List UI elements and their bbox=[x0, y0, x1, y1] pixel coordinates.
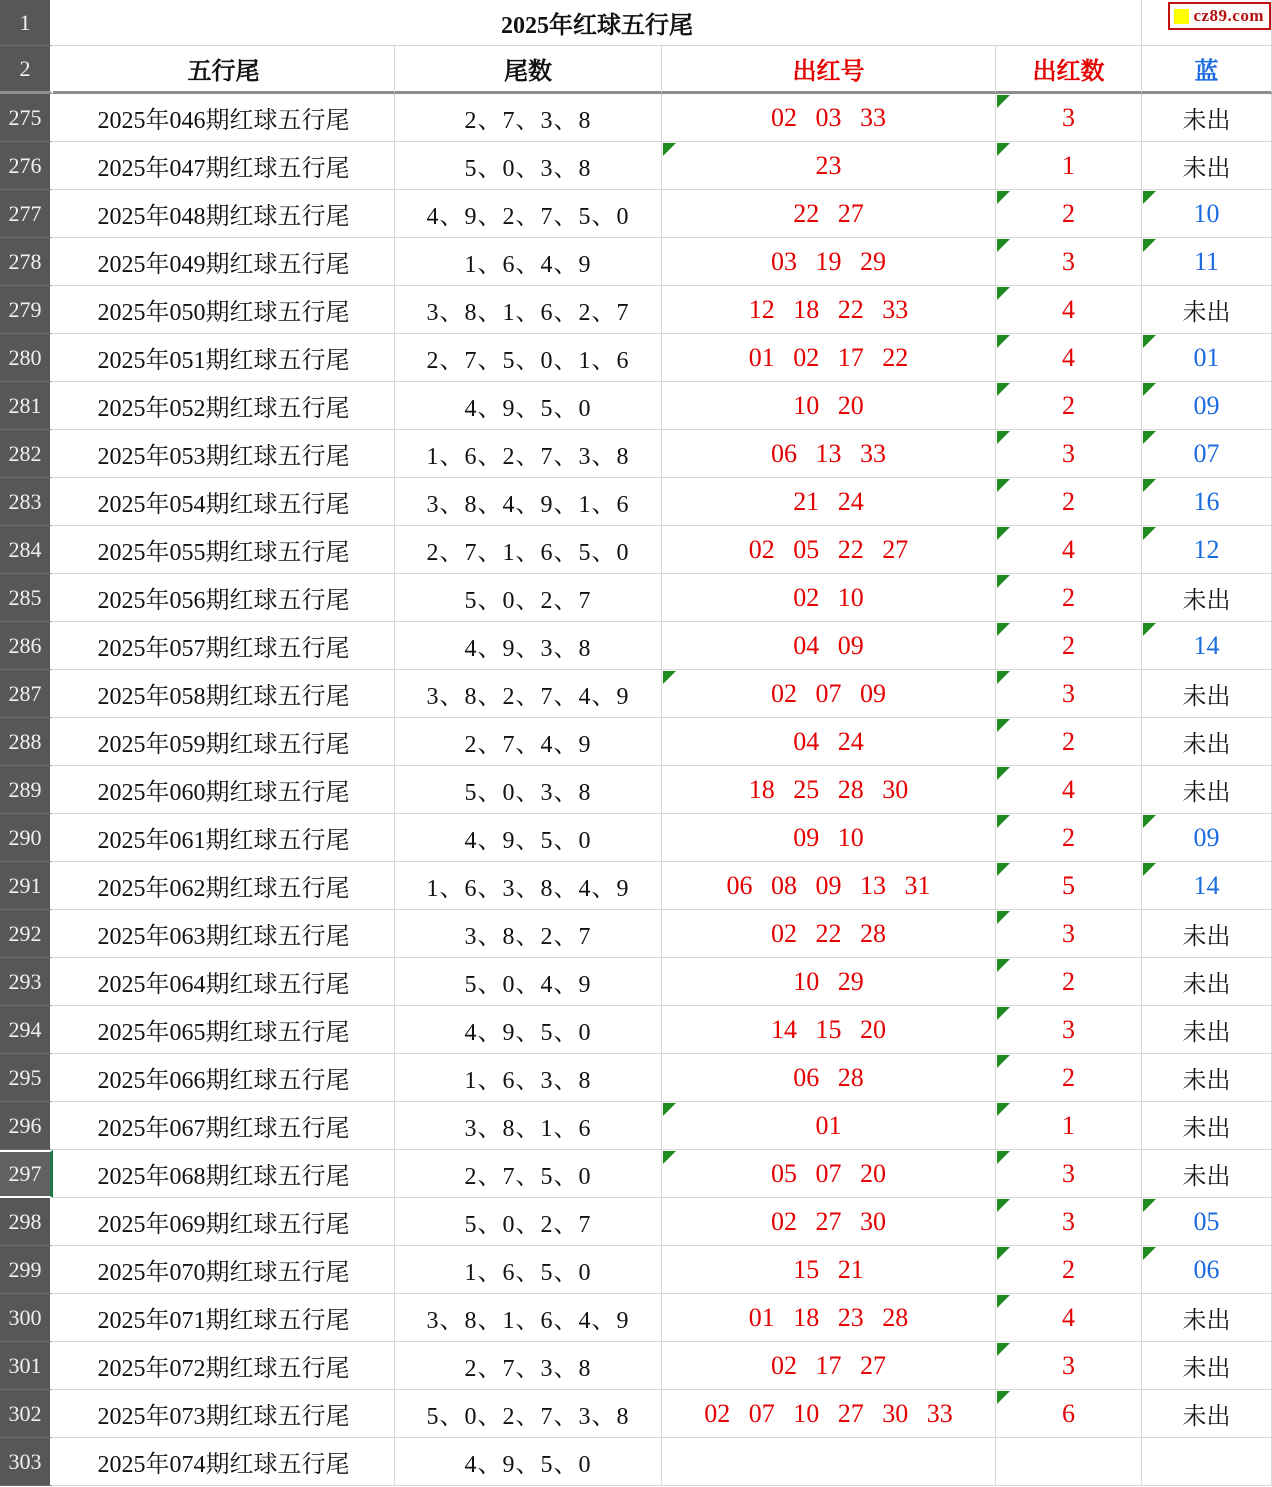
cell-period[interactable]: 2025年066期红球五行尾 bbox=[53, 1054, 395, 1102]
row-number[interactable]: 276 bbox=[0, 142, 53, 190]
cell-red-numbers[interactable]: 02 05 22 27 bbox=[662, 526, 996, 574]
cell-blue-number[interactable]: 09 bbox=[1142, 382, 1272, 430]
column-header-chuhongshu[interactable]: 出红数 bbox=[996, 46, 1142, 94]
cell-tails[interactable]: 2、7、1、6、5、0 bbox=[395, 526, 662, 574]
cell-red-numbers[interactable]: 02 22 28 bbox=[662, 910, 996, 958]
row-number[interactable]: 286 bbox=[0, 622, 53, 670]
cell-red-numbers[interactable]: 05 07 20 bbox=[662, 1150, 996, 1198]
row-number[interactable]: 287 bbox=[0, 670, 53, 718]
cell-blue-number[interactable]: 14 bbox=[1142, 862, 1272, 910]
cell-period[interactable]: 2025年068期红球五行尾 bbox=[53, 1150, 395, 1198]
cell-blue-number[interactable]: 未出 bbox=[1142, 1342, 1272, 1390]
row-number[interactable]: 280 bbox=[0, 334, 53, 382]
cell-period[interactable]: 2025年055期红球五行尾 bbox=[53, 526, 395, 574]
cell-red-numbers[interactable]: 23 bbox=[662, 142, 996, 190]
cell-blue-number[interactable]: 未出 bbox=[1142, 718, 1272, 766]
cell-tails[interactable]: 2、7、5、0 bbox=[395, 1150, 662, 1198]
cell-tails[interactable]: 5、0、2、7 bbox=[395, 574, 662, 622]
cell-period[interactable]: 2025年061期红球五行尾 bbox=[53, 814, 395, 862]
row-number[interactable]: 295 bbox=[0, 1054, 53, 1102]
row-number[interactable]: 299 bbox=[0, 1246, 53, 1294]
page-title: 2025年红球五行尾 bbox=[53, 0, 1142, 46]
cell-period[interactable]: 2025年074期红球五行尾 bbox=[53, 1438, 395, 1486]
cell-tails[interactable]: 2、7、3、8 bbox=[395, 94, 662, 142]
cell-red-numbers[interactable]: 02 03 33 bbox=[662, 94, 996, 142]
cell-red-count[interactable]: 4 bbox=[996, 286, 1142, 334]
logo-swatch-icon bbox=[1174, 9, 1189, 24]
cell-red-count[interactable]: 3 bbox=[996, 910, 1142, 958]
cell-tails[interactable]: 3、8、4、9、1、6 bbox=[395, 478, 662, 526]
cell-blue-number[interactable] bbox=[1142, 1438, 1272, 1486]
cell-red-count[interactable]: 2 bbox=[996, 622, 1142, 670]
cell-red-numbers[interactable]: 03 19 29 bbox=[662, 238, 996, 286]
cell-period[interactable]: 2025年050期红球五行尾 bbox=[53, 286, 395, 334]
site-logo[interactable] bbox=[1168, 2, 1271, 30]
row-number[interactable]: 292 bbox=[0, 910, 53, 958]
cell-red-numbers[interactable]: 15 21 bbox=[662, 1246, 996, 1294]
cell-red-count[interactable] bbox=[996, 1438, 1142, 1486]
cell-tails[interactable]: 4、9、3、8 bbox=[395, 622, 662, 670]
cell-red-count[interactable]: 4 bbox=[996, 526, 1142, 574]
cell-tails[interactable]: 2、7、5、0、1、6 bbox=[395, 334, 662, 382]
cell-red-numbers[interactable]: 01 02 17 22 bbox=[662, 334, 996, 382]
row-number[interactable]: 301 bbox=[0, 1342, 53, 1390]
cell-tails[interactable]: 4、9、5、0 bbox=[395, 814, 662, 862]
cell-tails[interactable]: 4、9、5、0 bbox=[395, 1438, 662, 1486]
cell-tails[interactable]: 3、8、1、6 bbox=[395, 1102, 662, 1150]
cell-red-count[interactable]: 3 bbox=[996, 1342, 1142, 1390]
cell-blue-number[interactable]: 07 bbox=[1142, 430, 1272, 478]
cell-red-numbers[interactable]: 18 25 28 30 bbox=[662, 766, 996, 814]
cell-blue-number[interactable]: 16 bbox=[1142, 478, 1272, 526]
cell-tails[interactable]: 4、9、5、0 bbox=[395, 382, 662, 430]
cell-red-count[interactable]: 1 bbox=[996, 1102, 1142, 1150]
cell-red-numbers[interactable]: 12 18 22 33 bbox=[662, 286, 996, 334]
cell-red-count[interactable]: 2 bbox=[996, 958, 1142, 1006]
cell-period[interactable]: 2025年067期红球五行尾 bbox=[53, 1102, 395, 1150]
cell-tails[interactable]: 1、6、2、7、3、8 bbox=[395, 430, 662, 478]
cell-period[interactable]: 2025年060期红球五行尾 bbox=[53, 766, 395, 814]
cell-period[interactable]: 2025年064期红球五行尾 bbox=[53, 958, 395, 1006]
cell-red-numbers[interactable]: 02 17 27 bbox=[662, 1342, 996, 1390]
cell-tails[interactable]: 3、8、2、7 bbox=[395, 910, 662, 958]
row-number[interactable]: 284 bbox=[0, 526, 53, 574]
cell-red-numbers[interactable]: 06 28 bbox=[662, 1054, 996, 1102]
cell-blue-number[interactable]: 未出 bbox=[1142, 766, 1272, 814]
cell-tails[interactable]: 4、9、5、0 bbox=[395, 1006, 662, 1054]
row-number[interactable]: 275 bbox=[0, 94, 53, 142]
cell-red-count[interactable]: 4 bbox=[996, 334, 1142, 382]
column-header-weishu[interactable]: 尾数 bbox=[395, 46, 662, 94]
cell-red-numbers[interactable]: 01 18 23 28 bbox=[662, 1294, 996, 1342]
cell-red-count[interactable]: 3 bbox=[996, 238, 1142, 286]
cell-blue-number[interactable]: 未出 bbox=[1142, 1006, 1272, 1054]
cell-red-numbers[interactable]: 04 24 bbox=[662, 718, 996, 766]
cell-red-numbers[interactable]: 22 27 bbox=[662, 190, 996, 238]
cell-red-numbers[interactable]: 06 08 09 13 31 bbox=[662, 862, 996, 910]
cell-tails[interactable]: 5、0、3、8 bbox=[395, 766, 662, 814]
row-number[interactable]: 297 bbox=[0, 1150, 53, 1198]
cell-red-numbers[interactable]: 09 10 bbox=[662, 814, 996, 862]
cell-red-numbers[interactable]: 01 bbox=[662, 1102, 996, 1150]
cell-period[interactable]: 2025年056期红球五行尾 bbox=[53, 574, 395, 622]
cell-period[interactable]: 2025年054期红球五行尾 bbox=[53, 478, 395, 526]
cell-blue-number[interactable]: 未出 bbox=[1142, 1150, 1272, 1198]
cell-period[interactable]: 2025年046期红球五行尾 bbox=[53, 94, 395, 142]
cell-period[interactable]: 2025年069期红球五行尾 bbox=[53, 1198, 395, 1246]
cell-red-count[interactable]: 2 bbox=[996, 1246, 1142, 1294]
cell-red-count[interactable]: 4 bbox=[996, 1294, 1142, 1342]
cell-tails[interactable]: 3、8、2、7、4、9 bbox=[395, 670, 662, 718]
cell-period[interactable]: 2025年053期红球五行尾 bbox=[53, 430, 395, 478]
cell-red-numbers[interactable]: 02 27 30 bbox=[662, 1198, 996, 1246]
row-number[interactable]: 296 bbox=[0, 1102, 53, 1150]
cell-blue-number[interactable]: 未出 bbox=[1142, 1294, 1272, 1342]
cell-blue-number[interactable]: 未出 bbox=[1142, 1102, 1272, 1150]
cell-tails[interactable]: 2、7、4、9 bbox=[395, 718, 662, 766]
row-number[interactable]: 291 bbox=[0, 862, 53, 910]
cell-period[interactable]: 2025年065期红球五行尾 bbox=[53, 1006, 395, 1054]
cell-blue-number[interactable]: 未出 bbox=[1142, 286, 1272, 334]
cell-red-numbers[interactable]: 14 15 20 bbox=[662, 1006, 996, 1054]
cell-tails[interactable]: 5、0、4、9 bbox=[395, 958, 662, 1006]
cell-period[interactable]: 2025年063期红球五行尾 bbox=[53, 910, 395, 958]
cell-red-count[interactable]: 6 bbox=[996, 1390, 1142, 1438]
cell-red-count[interactable]: 3 bbox=[996, 1198, 1142, 1246]
cell-blue-number[interactable]: 12 bbox=[1142, 526, 1272, 574]
cell-blue-number[interactable]: 06 bbox=[1142, 1246, 1272, 1294]
row-number[interactable]: 303 bbox=[0, 1438, 53, 1486]
cell-period[interactable]: 2025年073期红球五行尾 bbox=[53, 1390, 395, 1438]
row-number[interactable]: 290 bbox=[0, 814, 53, 862]
row-number[interactable]: 282 bbox=[0, 430, 53, 478]
row-number[interactable]: 298 bbox=[0, 1198, 53, 1246]
cell-period[interactable]: 2025年062期红球五行尾 bbox=[53, 862, 395, 910]
cell-red-count[interactable]: 2 bbox=[996, 382, 1142, 430]
cell-tails[interactable]: 2、7、3、8 bbox=[395, 1342, 662, 1390]
cell-tails[interactable]: 4、9、2、7、5、0 bbox=[395, 190, 662, 238]
cell-red-numbers[interactable]: 06 13 33 bbox=[662, 430, 996, 478]
column-header-wuxingwei[interactable]: 五行尾 bbox=[53, 46, 395, 94]
cell-tails[interactable]: 1、6、3、8 bbox=[395, 1054, 662, 1102]
cell-period[interactable]: 2025年070期红球五行尾 bbox=[53, 1246, 395, 1294]
cell-red-count[interactable]: 3 bbox=[996, 430, 1142, 478]
cell-blue-number[interactable]: 未出 bbox=[1142, 574, 1272, 622]
row-number[interactable]: 285 bbox=[0, 574, 53, 622]
cell-red-numbers[interactable]: 02 07 10 27 30 33 bbox=[662, 1390, 996, 1438]
cell-red-numbers[interactable]: 10 20 bbox=[662, 382, 996, 430]
logo-text: cz89.com bbox=[1193, 6, 1264, 25]
cell-blue-number[interactable]: 10 bbox=[1142, 190, 1272, 238]
cell-tails[interactable]: 1、6、4、9 bbox=[395, 238, 662, 286]
cell-blue-number[interactable]: 01 bbox=[1142, 334, 1272, 382]
cell-red-count[interactable]: 2 bbox=[996, 478, 1142, 526]
row-number[interactable]: 289 bbox=[0, 766, 53, 814]
cell-red-count[interactable]: 2 bbox=[996, 574, 1142, 622]
row-number[interactable]: 278 bbox=[0, 238, 53, 286]
cell-blue-number[interactable]: 未出 bbox=[1142, 1390, 1272, 1438]
cell-red-count[interactable]: 4 bbox=[996, 766, 1142, 814]
row-number[interactable]: 279 bbox=[0, 286, 53, 334]
row-header-2[interactable]: 2 bbox=[0, 46, 53, 94]
cell-blue-number[interactable]: 未出 bbox=[1142, 670, 1272, 718]
cell-blue-number[interactable]: 11 bbox=[1142, 238, 1272, 286]
row-number[interactable]: 281 bbox=[0, 382, 53, 430]
cell-tails[interactable]: 5、0、2、7 bbox=[395, 1198, 662, 1246]
cell-tails[interactable]: 1、6、5、0 bbox=[395, 1246, 662, 1294]
cell-tails[interactable]: 3、8、1、6、2、7 bbox=[395, 286, 662, 334]
cell-red-count[interactable]: 2 bbox=[996, 814, 1142, 862]
cell-period[interactable]: 2025年057期红球五行尾 bbox=[53, 622, 395, 670]
row-header-1[interactable]: 1 bbox=[0, 0, 53, 46]
cell-red-numbers[interactable]: 02 10 bbox=[662, 574, 996, 622]
column-header-lan[interactable]: 蓝 bbox=[1142, 46, 1272, 94]
row-number[interactable]: 302 bbox=[0, 1390, 53, 1438]
cell-red-numbers[interactable] bbox=[662, 1438, 996, 1486]
cell-red-numbers[interactable]: 21 24 bbox=[662, 478, 996, 526]
cell-period[interactable]: 2025年059期红球五行尾 bbox=[53, 718, 395, 766]
cell-red-count[interactable]: 2 bbox=[996, 190, 1142, 238]
cell-period[interactable]: 2025年051期红球五行尾 bbox=[53, 334, 395, 382]
row-number[interactable]: 288 bbox=[0, 718, 53, 766]
cell-blue-number[interactable]: 未出 bbox=[1142, 1054, 1272, 1102]
cell-blue-number[interactable]: 未出 bbox=[1142, 142, 1272, 190]
cell-period[interactable]: 2025年071期红球五行尾 bbox=[53, 1294, 395, 1342]
cell-red-count[interactable]: 3 bbox=[996, 94, 1142, 142]
cell-period[interactable]: 2025年047期红球五行尾 bbox=[53, 142, 395, 190]
cell-blue-number[interactable]: 未出 bbox=[1142, 958, 1272, 1006]
cell-red-count[interactable]: 5 bbox=[996, 862, 1142, 910]
cell-tails[interactable]: 5、0、3、8 bbox=[395, 142, 662, 190]
row-number[interactable]: 294 bbox=[0, 1006, 53, 1054]
row-number[interactable]: 277 bbox=[0, 190, 53, 238]
cell-period[interactable]: 2025年052期红球五行尾 bbox=[53, 382, 395, 430]
cell-period[interactable]: 2025年049期红球五行尾 bbox=[53, 238, 395, 286]
cell-red-numbers[interactable]: 04 09 bbox=[662, 622, 996, 670]
row-number[interactable]: 283 bbox=[0, 478, 53, 526]
cell-period[interactable]: 2025年072期红球五行尾 bbox=[53, 1342, 395, 1390]
row-number[interactable]: 293 bbox=[0, 958, 53, 1006]
cell-tails[interactable]: 1、6、3、8、4、9 bbox=[395, 862, 662, 910]
cell-red-count[interactable]: 3 bbox=[996, 1006, 1142, 1054]
cell-period[interactable]: 2025年048期红球五行尾 bbox=[53, 190, 395, 238]
cell-red-numbers[interactable]: 10 29 bbox=[662, 958, 996, 1006]
cell-red-count[interactable]: 1 bbox=[996, 142, 1142, 190]
cell-period[interactable]: 2025年058期红球五行尾 bbox=[53, 670, 395, 718]
logo-cell bbox=[1142, 0, 1272, 46]
cell-red-count[interactable]: 3 bbox=[996, 670, 1142, 718]
cell-tails[interactable]: 5、0、2、7、3、8 bbox=[395, 1390, 662, 1438]
cell-blue-number[interactable]: 未出 bbox=[1142, 910, 1272, 958]
cell-blue-number[interactable]: 09 bbox=[1142, 814, 1272, 862]
cell-red-numbers[interactable]: 02 07 09 bbox=[662, 670, 996, 718]
cell-blue-number[interactable]: 05 bbox=[1142, 1198, 1272, 1246]
cell-blue-number[interactable]: 14 bbox=[1142, 622, 1272, 670]
cell-blue-number[interactable]: 未出 bbox=[1142, 94, 1272, 142]
row-number[interactable]: 300 bbox=[0, 1294, 53, 1342]
cell-red-count[interactable]: 2 bbox=[996, 718, 1142, 766]
cell-red-count[interactable]: 3 bbox=[996, 1150, 1142, 1198]
column-header-chuhonghao[interactable]: 出红号 bbox=[662, 46, 996, 94]
cell-tails[interactable]: 3、8、1、6、4、9 bbox=[395, 1294, 662, 1342]
cell-red-count[interactable]: 2 bbox=[996, 1054, 1142, 1102]
